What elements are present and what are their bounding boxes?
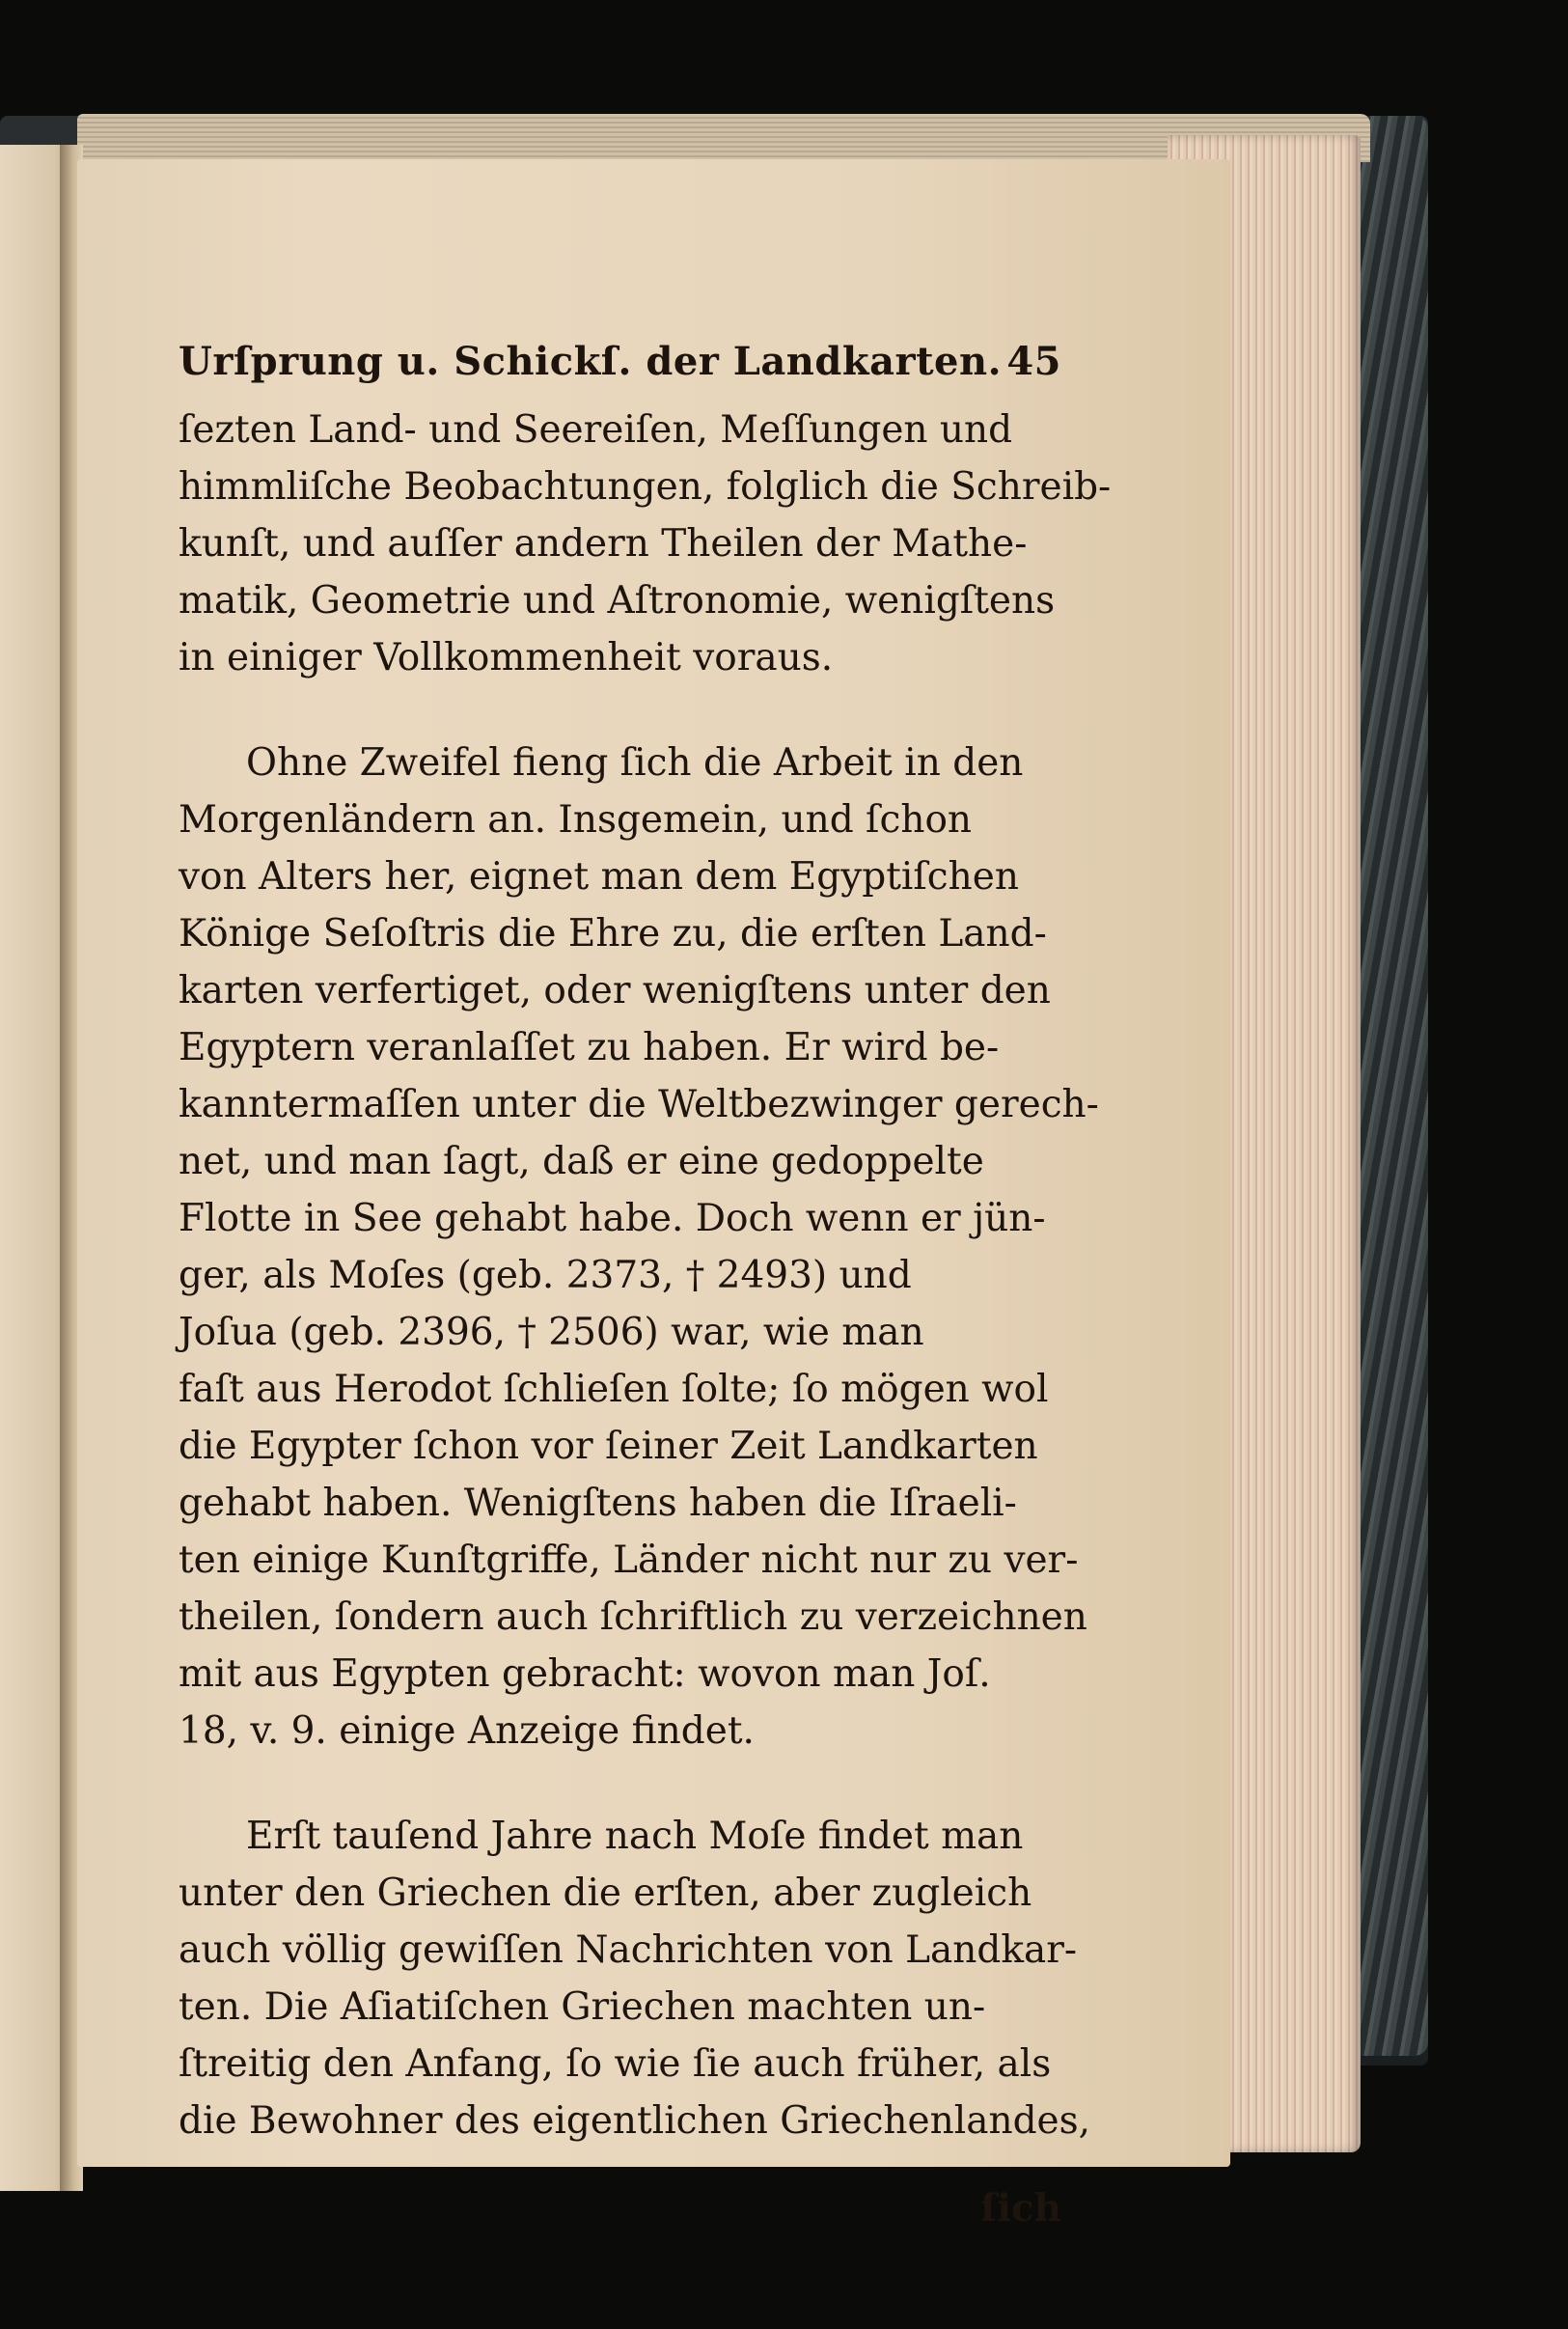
text-line: die Egypter ſchon vor ſeiner Zeit Landkarten xyxy=(179,1425,1038,1468)
page-number: 45 xyxy=(1006,339,1061,384)
text-line: Könige Seſoſtris die Ehre zu, die erſten Land- xyxy=(179,912,1047,956)
text-line: kunſt, und auſſer andern Theilen der Mathe- xyxy=(179,522,1028,566)
text-line: ſtreitig den Anfang, ſo wie ſie auch früher, als xyxy=(179,2042,1052,2086)
text-line: unter den Griechen die erſten, aber zugleich xyxy=(179,1872,1032,1915)
text-line: mit aus Egypten gebracht: wovon man Joſ. xyxy=(179,1652,991,1696)
text-line: net, und man ſagt, daß er eine gedoppelte xyxy=(179,1140,984,1183)
catchword: ſich xyxy=(980,2186,1061,2231)
text-line: ten. Die Aſiatiſchen Griechen machten un- xyxy=(179,1985,986,2029)
text-line: faſt aus Herodot ſchlieſen ſolte; ſo mögen wol xyxy=(179,1368,1049,1411)
text-line: Erſt tauſend Jahre nach Moſe findet man xyxy=(246,1815,1024,1858)
page-text xyxy=(179,333,1112,2237)
text-line: Flotte in See gehabt habe. Doch wenn er jün- xyxy=(179,1197,1046,1240)
paragraph-1 xyxy=(179,402,1112,686)
text-line: 18, v. 9. einige Anzeige findet. xyxy=(179,1709,755,1753)
text-line: die Bewohner des eigentlichen Griechenlandes, xyxy=(179,2099,1091,2143)
running-title: Urſprung u. Schickſ. der Landkarten. xyxy=(179,339,1002,384)
text-line: ſezten Land- und Seereiſen, Meſſungen und xyxy=(179,408,1013,452)
text-line: auch völlig gewiſſen Nachrichten von Landkar- xyxy=(179,1928,1078,1972)
paragraph-3 xyxy=(179,1808,1091,2149)
text-line: matik, Geometrie und Aſtronomie, wenigſtens xyxy=(179,579,1056,623)
text-line: Morgenländern an. Insgemein, und ſchon xyxy=(179,798,973,842)
text-line: von Alters her, eignet man dem Egyptiſchen xyxy=(179,855,1019,899)
text-line: Egyptern veranlaſſet zu haben. Er wird be- xyxy=(179,1026,1000,1069)
text-line: kanntermaſſen unter die Weltbezwinger gerech- xyxy=(179,1083,1099,1126)
paragraph-2 xyxy=(179,735,1099,1760)
running-header xyxy=(179,333,1061,390)
text-line: Joſua (geb. 2396, † 2506) war, wie man xyxy=(179,1311,924,1354)
text-line: gehabt haben. Wenigſtens haben die Iſraeli- xyxy=(179,1482,1017,1525)
text-line: karten verfertiget, oder wenigſtens unter den xyxy=(179,969,1051,1012)
text-line: theilen, ſondern auch ſchriftlich zu verzeichnen xyxy=(179,1595,1087,1639)
text-line: ten einige Kunſtgriffe, Länder nicht nur zu ver- xyxy=(179,1539,1079,1582)
text-line: Ohne Zweifel fieng ſich die Arbeit in den xyxy=(246,741,1024,785)
text-line: ger, als Moſes (geb. 2373, † 2493) und xyxy=(179,1254,912,1297)
text-line: in einiger Vollkommenheit voraus. xyxy=(179,636,834,679)
text-line: himmliſche Beobachtungen, folglich die Schreib- xyxy=(179,465,1112,509)
